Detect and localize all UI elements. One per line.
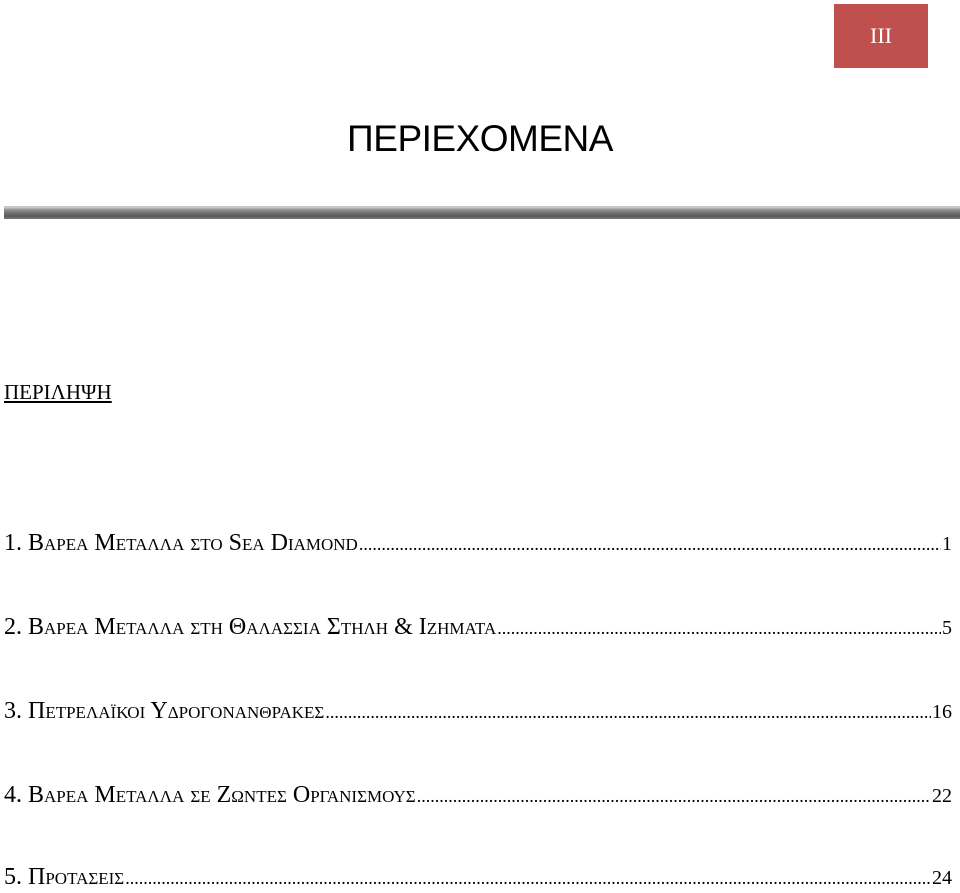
toc-dot-leader (417, 781, 931, 811)
page-number: III (870, 23, 892, 48)
toc-entry-page: 22 (932, 785, 952, 807)
toc-entry-page: 16 (932, 701, 952, 723)
toc-entry-title: Βαρεα Μεταλλα στο Sea Diamond (28, 530, 358, 556)
toc-entry-number: 5. (4, 864, 22, 890)
toc-entry-page: 24 (932, 867, 952, 889)
toc-entry-5[interactable] (4, 862, 952, 893)
toc-entry-3[interactable] (4, 696, 952, 727)
toc-entry-page: 1 (942, 533, 952, 555)
toc-entry-label (4, 528, 358, 558)
toc-entry-2[interactable] (4, 612, 952, 643)
page-title: ΠΕΡΙΕΧΟΜΕΝΑ (347, 118, 613, 159)
toc-entry-number: 4. (4, 782, 22, 808)
toc-entry-title: Πετρελαϊκοι Υδρογονανθρακες (28, 698, 325, 724)
toc-entry-label (4, 696, 324, 726)
summary-link[interactable]: ΠΕΡΙΛΗΨΗ (4, 380, 112, 404)
toc-entry-label (4, 612, 496, 642)
toc-entry-number: 3. (4, 698, 22, 724)
toc-dot-leader (125, 863, 931, 893)
title-divider (4, 206, 960, 219)
toc-entry-4[interactable] (4, 780, 952, 811)
toc-entry-title: Βαρεα Μεταλλα στη Θαλασσια Στηλη & Ιζηματα (28, 614, 497, 640)
toc-dot-leader (325, 697, 931, 727)
toc-entry-number: 2. (4, 614, 22, 640)
toc-entry-label (4, 780, 416, 810)
toc-dot-leader (359, 529, 941, 559)
toc-entry-title: Βαρεα Μεταλλα σε Ζωντες Οργανισμους (28, 782, 416, 808)
toc-entry-page: 5 (942, 617, 952, 639)
toc-entry-title: Προτασεις (28, 864, 125, 890)
page-number-badge (834, 4, 928, 68)
toc-entry-number: 1. (4, 530, 22, 556)
toc-dot-leader (497, 613, 941, 643)
toc-entry-1[interactable] (4, 528, 952, 559)
